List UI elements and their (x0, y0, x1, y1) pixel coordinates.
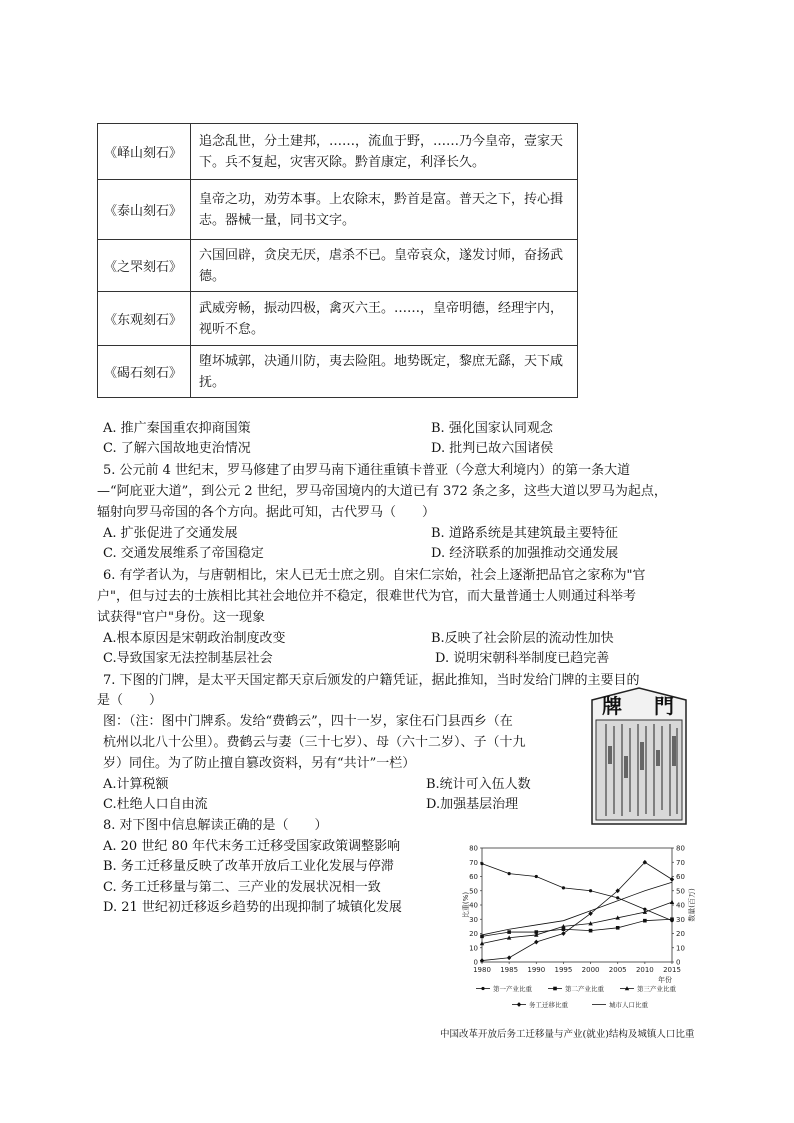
y-right-tick-label: 0 (676, 958, 681, 967)
q7-stem-line3: 图：（注：图中门牌系。发给“费鹤云”，四十一岁，家住石门县西乡（在 (103, 714, 513, 729)
data-point (507, 930, 511, 934)
q7-stem-line5: 岁）同住。为了防止擅自篡改资料，另有“共计”一栏） (103, 756, 416, 771)
data-point (517, 1002, 521, 1007)
q8-stem: 8. 对下图中信息解读正确的是（ ） (103, 818, 328, 833)
q5-option-a[interactable]: A. 扩张促进了交通发展 (103, 526, 238, 541)
inscription-text: 武威旁畅，振动四极，禽灭六王。……，皇帝明德，经理宇内，视听不怠。 (191, 292, 578, 346)
q8-option-c[interactable]: C. 务工迁移量与第二、三产业的发展状况相一致 (103, 880, 381, 895)
q6-stem-line1: 6. 有学者认为，与唐朝相比，宋人已无士庶之别。自宋仁宗始，社会上逐渐把品官之家称为"官 (103, 568, 646, 583)
legend-label: 第三产业比重 (637, 985, 676, 993)
data-point (507, 955, 511, 960)
y-tick-label: 40 (469, 901, 478, 910)
inscription-text: 堕坏城郭，决通川防，夷去险阻。地势既定，黎庶无繇，天下咸抚。 (191, 346, 578, 398)
q6-option-b[interactable]: B.反映了社会阶层的流动性加快 (431, 631, 614, 646)
y-right-axis-label: 数量(百万) (688, 888, 696, 922)
data-point (670, 917, 674, 921)
y-right-tick-label: 20 (676, 930, 685, 938)
q6-option-c[interactable]: C.导致国家无法控制基层社会 (103, 651, 273, 666)
q6-stem-line2: 户"，但与过去的士族相比其社会地位并不稳定，很难世代为官，而大量普通士人则通过科举考 (97, 589, 636, 604)
y-axis-label: 比重(%) (462, 891, 470, 919)
data-point (589, 929, 593, 933)
q7-option-a[interactable]: A.计算税额 (103, 777, 169, 792)
q8-option-a[interactable]: A. 20 世纪 80 年代末务工迁移受国家政策调整影响 (103, 839, 401, 854)
inscription-name: 《碣石刻石》 (98, 346, 191, 398)
q7-stem-line1: 7. 下图的门牌，是太平天国定都天京后颁发的户籍凭证，据此推知，当时发给门牌的主要目的 (103, 673, 640, 688)
legend-label: 第二产业比重 (565, 985, 604, 993)
inscription-row (98, 180, 578, 240)
inscription-name: 《之罘刻石》 (98, 240, 191, 292)
inscription-text: 皇帝之功，劝劳本事。上农除末，黔首是富。普天之下，抟心揖志。器械一量，同书文字。 (191, 180, 578, 240)
door-plaque-image (586, 686, 692, 826)
q6-option-a[interactable]: A.根本原因是宋朝政治制度改变 (103, 631, 286, 646)
inscription-name: 《泰山刻石》 (98, 180, 191, 240)
data-point (534, 940, 538, 945)
inscription-table (97, 123, 578, 398)
x-tick-label: 1995 (554, 966, 573, 974)
y-right-tick-label: 60 (676, 873, 685, 881)
inscription-row (98, 346, 578, 398)
x-tick-label: 2005 (608, 966, 627, 974)
x-tick-label: 2010 (635, 966, 654, 974)
legend-label: 城市人口比重 (609, 1001, 648, 1009)
y-right-tick-label: 50 (676, 887, 685, 896)
q8-option-b[interactable]: B. 务工迁移量反映了改革开放后工业化发展与停滞 (103, 859, 394, 874)
q4-option-a[interactable]: A. 推广秦国重农抑商国策 (103, 421, 251, 436)
legend-label: 第一产业比重 (493, 985, 532, 993)
y-tick-label: 20 (469, 930, 478, 938)
q5-stem-line2: —“阿庇亚大道”，到公元 2 世纪，罗马帝国境内的大道已有 372 条之多，这些大道以罗马为起点， (97, 484, 667, 499)
legend-label: 务工迁移比重 (529, 1001, 568, 1009)
inscription-text: 六国回辟，贪戾无厌，虐杀不已。皇帝哀众，遂发讨师，奋扬武德。 (191, 240, 578, 292)
y-tick-label: 30 (469, 915, 478, 924)
y-right-tick-label: 80 (676, 844, 685, 853)
inscription-text: 追念乱世，分土建邦，……，流血于野，……乃今皇帝，壹家天下。兵不复起，灾害灭除。黔首康定，利泽长久。 (191, 124, 578, 180)
data-point (616, 896, 619, 899)
y-tick-label: 60 (469, 873, 478, 881)
data-point (561, 931, 565, 936)
y-right-tick-label: 10 (676, 944, 685, 953)
data-point (670, 877, 674, 882)
y-tick-label: 80 (469, 844, 478, 853)
q5-stem-line3: 辐射向罗马帝国的各个方向。据此可知，古代罗马（ ） (97, 505, 436, 520)
x-tick-label: 2015 (663, 966, 681, 974)
q7-option-c[interactable]: C.杜绝人口自由流 (103, 797, 208, 812)
data-point (589, 889, 592, 892)
plaque-title: 牌 門 (602, 694, 680, 718)
q7-stem-line4: 杭州以北八十公里）。费鹤云与妻（三十七岁）、母（六十二岁）、子（十九 (103, 735, 526, 750)
inscription-name: 《峄山刻石》 (98, 124, 191, 180)
y-tick-label: 0 (473, 958, 478, 967)
x-tick-label: 1990 (527, 966, 546, 974)
q7-option-b[interactable]: B.统计可入伍人数 (426, 777, 531, 792)
q7-stem-line2: 是（ ） (97, 693, 163, 708)
q6-stem-line3: 试获得"官户"身份。这一现象 (97, 610, 265, 625)
x-tick-label: 1985 (500, 966, 519, 974)
data-point (562, 886, 565, 889)
data-point (480, 862, 483, 865)
plot-frame (482, 848, 672, 962)
y-right-tick-label: 30 (676, 915, 685, 924)
q5-option-c[interactable]: C. 交通发展维系了帝国稳定 (103, 546, 264, 561)
q4-option-c[interactable]: C. 了解六国故地吏治情况 (103, 441, 251, 456)
data-point (508, 872, 511, 875)
q7-option-d[interactable]: D.加强基层治理 (426, 797, 519, 812)
series-line (482, 862, 672, 960)
chart-caption: 中国改革开放后务工迁移量与产业(就业)结构及城镇人口比重 (440, 1029, 695, 1040)
x-axis-label: 年份 (658, 976, 672, 984)
y-right-tick-label: 70 (676, 858, 685, 867)
migration-industry-chart (462, 838, 724, 1010)
data-point (670, 900, 674, 904)
q8-option-d[interactable]: D. 21 世纪初迁移返乡趋势的出现抑制了城镇化发展 (103, 900, 402, 915)
inscription-row (98, 240, 578, 292)
q5-option-d[interactable]: D. 经济联系的加强推动交通发展 (431, 546, 619, 561)
data-point (643, 919, 647, 923)
x-tick-label: 2000 (581, 966, 600, 974)
q4-option-b[interactable]: B. 强化国家认同观念 (431, 421, 553, 436)
data-point (535, 875, 538, 878)
y-tick-label: 10 (469, 944, 478, 953)
inscription-row (98, 124, 578, 180)
y-tick-label: 70 (469, 858, 478, 867)
data-point (616, 926, 620, 930)
q5-stem-line1: 5. 公元前 4 世纪末，罗马修建了由罗马南下通往重镇卡普亚（今意大利境内）的第一条大道 (103, 463, 631, 478)
y-tick-label: 50 (469, 887, 478, 896)
x-tick-label: 1980 (473, 966, 491, 974)
q4-option-d[interactable]: D. 批判已故六国诸侯 (431, 441, 554, 456)
q6-option-d[interactable]: D. 说明宋朝科举制度已趋完善 (435, 651, 610, 666)
inscription-row (98, 292, 578, 346)
q5-option-b[interactable]: B. 道路系统是其建筑最主要特征 (431, 526, 618, 541)
y-right-tick-label: 40 (676, 901, 685, 910)
data-point (480, 935, 484, 939)
data-point (553, 987, 557, 991)
inscription-name: 《东观刻石》 (98, 292, 191, 346)
data-point (481, 987, 484, 990)
